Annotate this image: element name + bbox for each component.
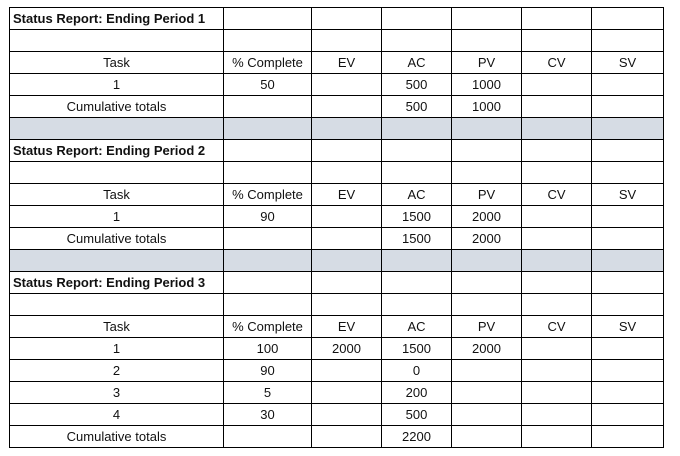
- section-title-row: [10, 8, 664, 30]
- empty-cell: [224, 118, 312, 140]
- column-header: EV: [312, 184, 382, 206]
- empty-cell: [382, 162, 452, 184]
- table-cell: [522, 360, 592, 382]
- column-header: AC: [382, 184, 452, 206]
- table-cell: 1500: [382, 338, 452, 360]
- empty-cell: [452, 140, 522, 162]
- empty-cell: [382, 8, 452, 30]
- table-cell: [452, 360, 522, 382]
- column-header: AC: [382, 52, 452, 74]
- column-header: Task: [10, 52, 224, 74]
- table-cell: [522, 382, 592, 404]
- table-cell: 1: [10, 338, 224, 360]
- empty-cell: [224, 272, 312, 294]
- empty-cell: [382, 140, 452, 162]
- separator-row: [10, 250, 664, 272]
- empty-cell: [224, 250, 312, 272]
- column-header: PV: [452, 316, 522, 338]
- totals-ac: 500: [382, 96, 452, 118]
- table-cell: [452, 404, 522, 426]
- blank-row: [10, 30, 664, 52]
- empty-cell: [452, 162, 522, 184]
- empty-cell: [522, 96, 592, 118]
- table-cell: [312, 382, 382, 404]
- empty-cell: [592, 162, 664, 184]
- table-cell: [592, 382, 664, 404]
- empty-cell: [592, 96, 664, 118]
- empty-cell: [382, 272, 452, 294]
- table-cell: 2000: [452, 338, 522, 360]
- table-cell: [312, 404, 382, 426]
- table-cell: 200: [382, 382, 452, 404]
- totals-pv: 2000: [452, 228, 522, 250]
- table-cell: 30: [224, 404, 312, 426]
- empty-cell: [522, 272, 592, 294]
- column-header: % Complete: [224, 52, 312, 74]
- section-title: Status Report: Ending Period 1: [10, 8, 224, 30]
- totals-row: [10, 228, 664, 250]
- empty-cell: [382, 294, 452, 316]
- empty-cell: [382, 30, 452, 52]
- column-header: AC: [382, 316, 452, 338]
- empty-cell: [382, 250, 452, 272]
- empty-cell: [522, 228, 592, 250]
- column-header: % Complete: [224, 184, 312, 206]
- totals-row: [10, 426, 664, 448]
- table-cell: 0: [382, 360, 452, 382]
- table-cell: 2000: [312, 338, 382, 360]
- table-body: [10, 8, 664, 448]
- table-cell: 1500: [382, 206, 452, 228]
- column-header: SV: [592, 316, 664, 338]
- table-cell: 90: [224, 206, 312, 228]
- column-header-row: [10, 316, 664, 338]
- section-title: Status Report: Ending Period 3: [10, 272, 224, 294]
- table-cell: [312, 74, 382, 96]
- totals-ac: 2200: [382, 426, 452, 448]
- column-header: CV: [522, 184, 592, 206]
- totals-label: Cumulative totals: [10, 228, 224, 250]
- empty-cell: [592, 140, 664, 162]
- empty-cell: [522, 118, 592, 140]
- empty-cell: [10, 30, 224, 52]
- blank-row: [10, 294, 664, 316]
- empty-cell: [452, 272, 522, 294]
- table-cell: [312, 206, 382, 228]
- section-title: Status Report: Ending Period 2: [10, 140, 224, 162]
- empty-cell: [452, 250, 522, 272]
- empty-cell: [522, 426, 592, 448]
- empty-cell: [224, 162, 312, 184]
- table-cell: 1000: [452, 74, 522, 96]
- empty-cell: [224, 30, 312, 52]
- empty-cell: [592, 426, 664, 448]
- empty-cell: [592, 228, 664, 250]
- empty-cell: [592, 272, 664, 294]
- empty-cell: [522, 140, 592, 162]
- table-cell: 1: [10, 206, 224, 228]
- table-cell: [522, 338, 592, 360]
- table-cell: 500: [382, 74, 452, 96]
- empty-cell: [10, 162, 224, 184]
- empty-cell: [592, 250, 664, 272]
- table-cell: 50: [224, 74, 312, 96]
- column-header: CV: [522, 316, 592, 338]
- totals-ev: [312, 426, 382, 448]
- table-cell: [522, 74, 592, 96]
- totals-ac: 1500: [382, 228, 452, 250]
- blank-row: [10, 162, 664, 184]
- empty-cell: [592, 118, 664, 140]
- totals-ev: [312, 96, 382, 118]
- table-cell: 3: [10, 382, 224, 404]
- column-header: EV: [312, 316, 382, 338]
- table-cell: [452, 382, 522, 404]
- table-cell: [522, 404, 592, 426]
- table-cell: [592, 360, 664, 382]
- totals-label: Cumulative totals: [10, 426, 224, 448]
- totals-label: Cumulative totals: [10, 96, 224, 118]
- table-cell: 500: [382, 404, 452, 426]
- column-header: PV: [452, 184, 522, 206]
- table-cell: 5: [224, 382, 312, 404]
- table-row: [10, 206, 664, 228]
- empty-cell: [312, 294, 382, 316]
- table-cell: 1: [10, 74, 224, 96]
- empty-cell: [522, 162, 592, 184]
- empty-cell: [452, 30, 522, 52]
- empty-cell: [10, 250, 224, 272]
- empty-cell: [522, 8, 592, 30]
- empty-cell: [312, 250, 382, 272]
- empty-cell: [452, 118, 522, 140]
- empty-cell: [312, 140, 382, 162]
- table-cell: [592, 206, 664, 228]
- table-cell: 2000: [452, 206, 522, 228]
- table-row: [10, 404, 664, 426]
- empty-cell: [592, 8, 664, 30]
- empty-cell: [592, 30, 664, 52]
- column-header-row: [10, 52, 664, 74]
- empty-cell: [522, 294, 592, 316]
- table-row: [10, 338, 664, 360]
- column-header: EV: [312, 52, 382, 74]
- totals-ev: [312, 228, 382, 250]
- table-cell: 90: [224, 360, 312, 382]
- empty-cell: [522, 30, 592, 52]
- table-row: [10, 74, 664, 96]
- column-header: Task: [10, 184, 224, 206]
- totals-pv: [452, 426, 522, 448]
- separator-row: [10, 118, 664, 140]
- empty-cell: [312, 8, 382, 30]
- table-cell: 4: [10, 404, 224, 426]
- table-row: [10, 360, 664, 382]
- empty-cell: [10, 294, 224, 316]
- empty-cell: [312, 30, 382, 52]
- empty-cell: [224, 228, 312, 250]
- status-report-table: [9, 7, 664, 448]
- table-row: [10, 382, 664, 404]
- empty-cell: [10, 118, 224, 140]
- column-header-row: [10, 184, 664, 206]
- empty-cell: [312, 162, 382, 184]
- empty-cell: [382, 118, 452, 140]
- empty-cell: [452, 8, 522, 30]
- table-cell: [592, 338, 664, 360]
- column-header: Task: [10, 316, 224, 338]
- column-header: % Complete: [224, 316, 312, 338]
- empty-cell: [312, 272, 382, 294]
- table-cell: [312, 360, 382, 382]
- totals-pv: 1000: [452, 96, 522, 118]
- section-title-row: [10, 272, 664, 294]
- column-header: SV: [592, 184, 664, 206]
- empty-cell: [224, 96, 312, 118]
- totals-row: [10, 96, 664, 118]
- empty-cell: [224, 140, 312, 162]
- table-cell: 100: [224, 338, 312, 360]
- empty-cell: [312, 118, 382, 140]
- table-cell: [522, 206, 592, 228]
- empty-cell: [592, 294, 664, 316]
- empty-cell: [224, 426, 312, 448]
- column-header: PV: [452, 52, 522, 74]
- empty-cell: [224, 8, 312, 30]
- empty-cell: [522, 250, 592, 272]
- column-header: CV: [522, 52, 592, 74]
- status-report-grid: [9, 7, 664, 448]
- table-cell: [592, 74, 664, 96]
- table-cell: 2: [10, 360, 224, 382]
- table-cell: [592, 404, 664, 426]
- section-title-row: [10, 140, 664, 162]
- empty-cell: [452, 294, 522, 316]
- column-header: SV: [592, 52, 664, 74]
- empty-cell: [224, 294, 312, 316]
